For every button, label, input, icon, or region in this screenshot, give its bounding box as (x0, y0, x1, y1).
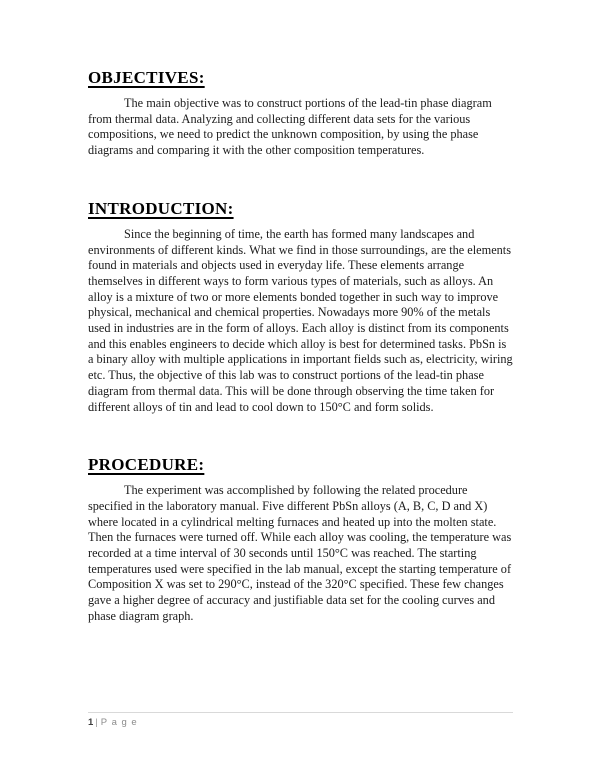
page-footer (88, 712, 513, 728)
footer-page-number: 1 (88, 717, 94, 728)
introduction-paragraph: Since the beginning of time, the earth has formed many landscapes and environments of different kinds. What we find in those surroundings, are the elements found in materials and objects used in everyday life. These elements arrange themselves in different ways to form various types of materials, such as alloys. An alloy is a mixture of two or more elements bonded together in such way to improve physical, mechanical and chemical properties. Nowadays more 90% of the metals used in industries are in the form of alloys. Each alloy is distinct from its components and this enables engineers to decide which alloy is best for determined tasks. PbSn is a binary alloy with multiple applications in important fields such as, electricity, wiring etc. Thus, the objective of this lab was to construct portions of the lead-tin phase diagram from thermal data. This will be done through observing the time taken for different alloys of tin and lead to cool down to 150°C and form solids. (88, 226, 513, 414)
procedure-paragraph: The experiment was accomplished by following the related procedure specified in the laboratory manual. Five different PbSn alloys (A, B, C, D and X) where located in a cylindrical melting furnaces and heated up into the molten state. Then the furnaces were turned off. While each alloy was cooling, the temperature was recorded at a time interval of 30 seconds until 150°C was reached. The starting temperatures used were specified in the lab manual, except the starting temperature of Composition X was set to 290°C, instead of the 320°C specified. These few changes gave a higher degree of accuracy and justifiable data set for the cooling curves and phase diagram graph. (88, 483, 512, 623)
section-procedure (88, 455, 514, 624)
section-introduction (88, 199, 514, 415)
section-objectives (88, 68, 514, 159)
objectives-heading: OBJECTIVES: (88, 68, 205, 87)
footer-separator: | (95, 717, 98, 728)
introduction-heading: INTRODUCTION: (88, 198, 234, 218)
objectives-paragraph: The main objective was to construct portions of the lead-tin phase diagram from thermal data. Analyzing and collecting different data sets for the various compositions, we need to predict the unknown composition, by using the phase diagrams and comparing it with the other composition temperatures. (88, 96, 492, 158)
footer-page-label: P a g e (100, 717, 138, 728)
procedure-heading: PROCEDURE: (88, 455, 205, 475)
document-content (88, 68, 514, 665)
